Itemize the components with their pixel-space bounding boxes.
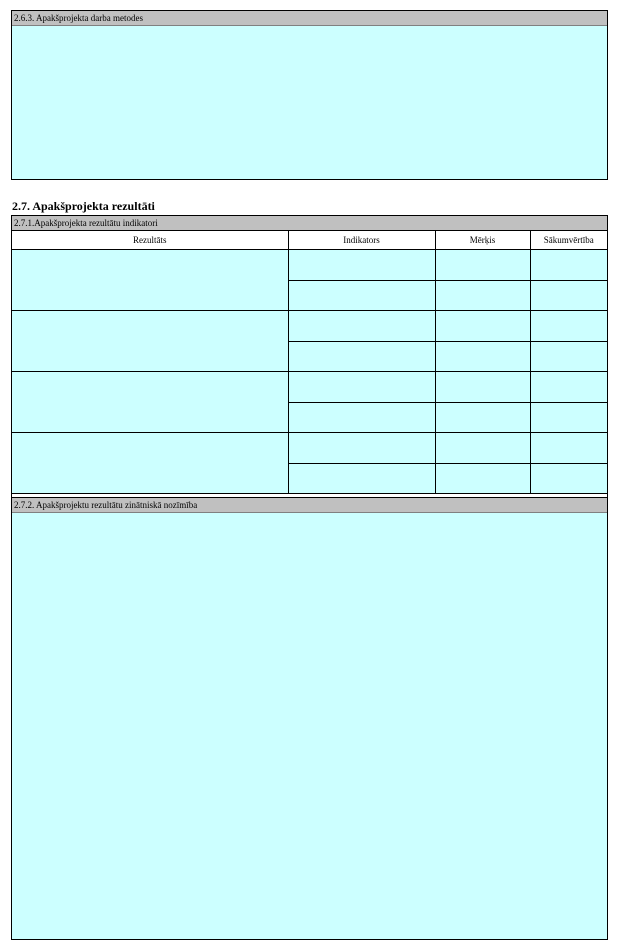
target-cell[interactable]	[435, 280, 530, 311]
indicator-cell[interactable]	[288, 341, 435, 372]
baseline-cell[interactable]	[530, 433, 607, 464]
result-cell[interactable]	[12, 372, 288, 433]
section-results-heading: 2.7. Apakšprojekta rezultāti	[12, 199, 155, 213]
column-header-indicator: Indikators	[288, 231, 435, 250]
section-results-indicators-title: 2.7.1.Apakšprojekta rezultātu indikatori	[12, 216, 607, 231]
table-header-row	[12, 231, 607, 250]
target-cell[interactable]	[435, 250, 530, 281]
result-cell[interactable]	[12, 311, 288, 372]
work-methods-input[interactable]	[12, 26, 607, 179]
indicator-cell[interactable]	[288, 280, 435, 311]
section-work-methods	[11, 10, 608, 180]
table-row	[12, 372, 607, 403]
indicator-cell[interactable]	[288, 463, 435, 494]
section-work-methods-title: 2.6.3. Apakšprojekta darba metodes	[12, 11, 607, 26]
baseline-cell[interactable]	[530, 402, 607, 433]
target-cell[interactable]	[435, 311, 530, 342]
result-cell[interactable]	[12, 433, 288, 494]
baseline-cell[interactable]	[530, 311, 607, 342]
table-row	[12, 250, 607, 281]
target-cell[interactable]	[435, 372, 530, 403]
indicator-cell[interactable]	[288, 433, 435, 464]
baseline-cell[interactable]	[530, 250, 607, 281]
indicator-cell[interactable]	[288, 311, 435, 342]
indicator-cell[interactable]	[288, 372, 435, 403]
table-row	[12, 311, 607, 342]
section-scientific-significance	[11, 497, 608, 940]
target-cell[interactable]	[435, 341, 530, 372]
section-results-indicators	[11, 215, 608, 497]
column-header-baseline: Sākumvērtība	[530, 231, 607, 250]
scientific-significance-input[interactable]	[12, 513, 607, 939]
result-cell[interactable]	[12, 250, 288, 311]
table-row	[12, 433, 607, 464]
column-header-target: Mērķis	[435, 231, 530, 250]
baseline-cell[interactable]	[530, 280, 607, 311]
baseline-cell[interactable]	[530, 463, 607, 494]
baseline-cell[interactable]	[530, 372, 607, 403]
target-cell[interactable]	[435, 402, 530, 433]
results-indicators-table	[12, 231, 607, 494]
column-header-result: Rezultāts	[12, 231, 288, 250]
section-scientific-significance-title: 2.7.2. Apakšprojektu rezultātu zinātniskā nozīmība	[12, 498, 607, 513]
indicator-cell[interactable]	[288, 250, 435, 281]
target-cell[interactable]	[435, 463, 530, 494]
target-cell[interactable]	[435, 433, 530, 464]
indicator-cell[interactable]	[288, 402, 435, 433]
baseline-cell[interactable]	[530, 341, 607, 372]
